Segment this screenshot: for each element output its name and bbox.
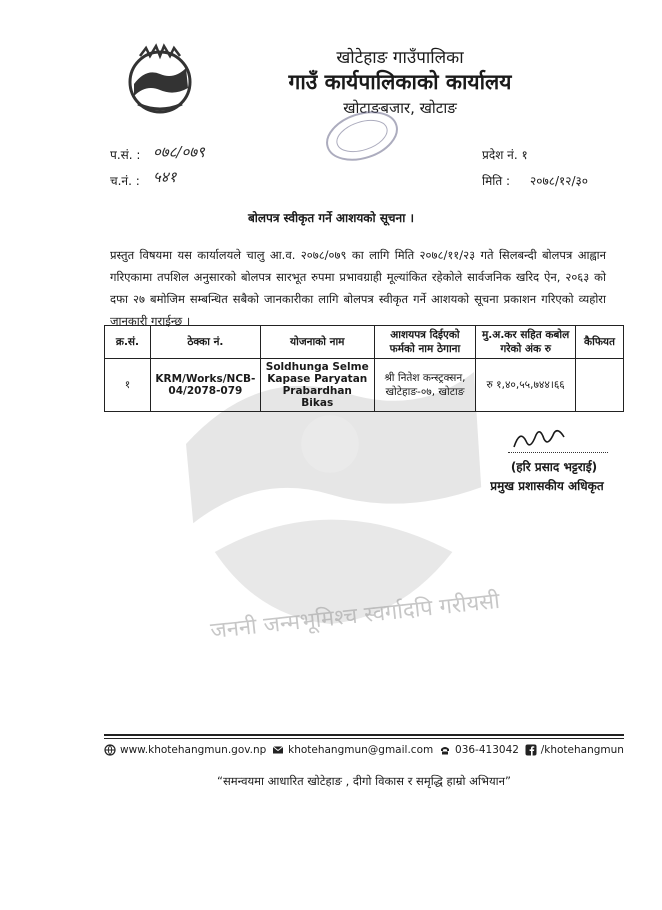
tender-table (104, 325, 624, 412)
cn-label: च.नं. : (110, 174, 140, 188)
facebook-contact[interactable] (525, 744, 624, 756)
footer-slogan: “समन्वयमा आधारित खोटेहाङ , दीगो विकास र समृद्धि हाम्रो अभियान” (217, 774, 511, 788)
signature-line (508, 440, 608, 453)
header-firm: आशयपत्र दिईएको फर्मको नाम ठेगाना (374, 326, 476, 359)
signatory-name: (हरि प्रसाद भट्टराई) (510, 460, 598, 474)
email-text[interactable]: khotehangmun@gmail.com (288, 744, 434, 756)
ps-label: प.सं. : (110, 148, 141, 162)
notice-subject: बोलपत्र स्वीकृत गर्ने आशयको सूचना । (247, 211, 415, 225)
cell-remarks (576, 359, 624, 412)
facebook-icon (525, 744, 537, 756)
website-contact[interactable] (104, 744, 266, 756)
office-name: खोटेहाङ गाउँपालिका (336, 48, 464, 68)
date-value: २०७८/१२/३० (530, 174, 589, 188)
cell-contract: KRM/Works/NCB-04/2078-079 (150, 359, 260, 412)
emblem-logo (120, 40, 200, 120)
cell-firm: श्री नितेश कन्स्ट्रक्सन, खोटेहाङ-०७, खोटाङ (374, 359, 476, 412)
table-row (105, 359, 624, 412)
header-remarks: कैफियत (576, 326, 624, 359)
footer-rule (104, 734, 624, 736)
envelope-icon (272, 744, 284, 756)
cell-amount: रु १,४०,५५,७४४।६६ (476, 359, 576, 412)
email-contact[interactable] (272, 744, 433, 756)
footer-contacts (104, 744, 624, 756)
globe-icon (104, 744, 116, 756)
office-address: खोटाङबजार, खोटाङ (343, 99, 457, 117)
ps-value: ०७८/०७९ (153, 143, 205, 161)
header-sn: क्र.सं. (105, 326, 151, 359)
cell-sn: १ (105, 359, 151, 412)
cell-project: Soldhunga Selme Kapase Paryatan Prabardhan Bikas (260, 359, 374, 412)
watermark-motto: जननी जन्मभूमिश्च स्वर्गादपि गरीयसी (209, 588, 502, 645)
website-text[interactable]: www.khotehangmun.gov.np (120, 744, 267, 756)
footer-rule-thin (104, 738, 624, 739)
header-project: योजनाको नाम (260, 326, 374, 359)
phone-contact[interactable] (439, 744, 519, 756)
header-contract: ठेक्का नं. (150, 326, 260, 359)
office-title: गाउँ कार्यपालिकाको कार्यालय (288, 70, 512, 94)
header-amount: मु.अ.कर सहित कबोल गरेको अंक रु (476, 326, 576, 359)
notice-body: प्रस्तुत विषयमा यस कार्यालयले चालु आ.व. २०७८/०७९ का लागि मिति २०७८/११/२३ गते सिलबन्दी बोलपत्र आह्वान गरिएकामा तपशिल अनुसारको बोलपत्र सारभूत रुपमा प्रभावग्राही मूल्यांकित रहेकोले सार्वजनिक खरिद ऐन, २०६३ को दफा २७ बमोजिम सम्बन्धित सबैको जानकारीका लागि बोलपत्र स्वीकृत गर्ने आशयको सूचना प्रकाशन गरिएको व्यहोरा जानकारी गराईन्छ । (110, 248, 606, 328)
facebook-text[interactable]: /khotehangmun (540, 744, 624, 756)
date-label: मिति : (482, 174, 511, 188)
table-header-row (105, 326, 624, 359)
province-label: प्रदेश नं. १ (482, 148, 528, 162)
cn-value: ५४१ (153, 168, 177, 186)
signatory-title: प्रमुख प्रशासकीय अधिकृत (490, 479, 604, 493)
phone-icon (439, 744, 451, 756)
phone-text[interactable]: 036-413042 (455, 744, 519, 756)
